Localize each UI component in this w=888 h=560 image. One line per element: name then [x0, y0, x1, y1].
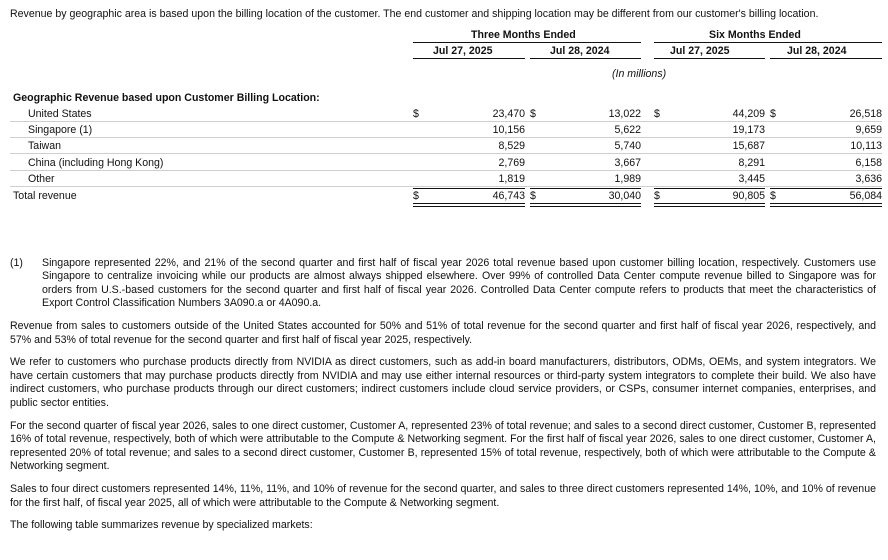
row-value: 19,173	[732, 123, 765, 136]
period-underline	[530, 58, 641, 59]
row-value: 1,989	[614, 173, 641, 186]
paragraph: Revenue from sales to customers outside of the United States accounted for 50% and 51% of total revenue for the second quarter and first half of fiscal year 2026, respectively, and 57% and 53% of total revenue for the second quarter and first half of fiscal year 2025, respectively.	[10, 319, 876, 346]
currency-symbol: $	[530, 107, 536, 120]
document-page	[10, 8, 882, 533]
paragraph: For the second quarter of fiscal year 2026, sales to one direct customer, Customer A, represented 23% of total revenue; and sales to a second direct customer, Customer B, represented 16% of total revenue, respectively, both of which were attributable to the Compute & Networking segment. For the first half of fiscal year 2026, sales to one direct customer, Customer A, represented 20% of total revenue; and sales to a second direct customer, Customer B, represented 15% of total revenue, respectively, both of which were attributable to the Compute & Networking segment.	[10, 419, 876, 473]
footnote-text: Singapore represented 22%, and 21% of the second quarter and first half of fiscal year 2026 total revenue based upon customer billing location, respectively. Customers use Singapore to centralize invoicing while our products are almost always shipped elsewhere. Over 99% of controlled Data Center compute revenue billed to Singapore was for orders from U.S.-based customers for the second quarter and first half of fiscal year 2026. Controlled Data Center compute refers to products that meet the characteristics of Export Control Classification Numbers 3A090.a or 4A090.a.	[42, 256, 876, 310]
row-value: 8,529	[498, 140, 525, 153]
currency-symbol: $	[654, 189, 660, 202]
total-label: Total revenue	[13, 189, 77, 202]
paragraph: Sales to four direct customers represented 14%, 11%, 11%, and 10% of revenue for the second quarter, and sales to three direct customers represented 14%, 10%, and 10% of revenue for the first half, of fiscal year 2025, all of which were attributable to the Compute & Networking segment.	[10, 482, 876, 509]
row-value: 1,819	[498, 173, 525, 186]
row-value: 10,156	[492, 123, 525, 136]
total-value: 56,084	[849, 189, 882, 202]
row-divider	[10, 153, 882, 154]
group-header-six-months: Six Months Ended	[709, 28, 801, 41]
row-value: 13,022	[608, 107, 641, 120]
intro-paragraph: Revenue by geographic area is based upon the billing location of the customer. The end customer and shipping location may be different from our customer's billing location.	[10, 8, 819, 20]
row-value: 23,470	[492, 107, 525, 120]
currency-symbol: $	[770, 189, 776, 202]
currency-symbol: $	[413, 107, 419, 120]
row-label: Singapore (1)	[28, 123, 93, 136]
paragraph: We refer to customers who purchase products directly from NVIDIA as direct customers, such as add-in board manufacturers, distributors, ODMs, OEMs, and system integrators. We have certain customers that may purchase products directly from NVIDIA and may use either internal resources or third-party system integrators to complete their build. We also have indirect customers, who purchase products through our direct customers; indirect customers include cloud service providers, or CSPs, consumer internet companies, enterprises, and public sector entities.	[10, 356, 876, 409]
currency-symbol: $	[413, 189, 419, 202]
row-label: China (including Hong Kong)	[28, 156, 164, 169]
row-divider	[10, 170, 882, 171]
row-value: 3,445	[738, 173, 765, 186]
row-divider	[10, 137, 882, 138]
currency-symbol: $	[770, 107, 776, 120]
row-value: 3,636	[855, 173, 882, 186]
row-value: 3,667	[614, 156, 641, 169]
paragraph: The following table summarizes revenue by specialized markets:	[10, 519, 313, 532]
section-title: Geographic Revenue based upon Customer Billing Location:	[13, 91, 320, 104]
period-header: Jul 28, 2024	[787, 44, 847, 57]
period-header: Jul 28, 2024	[550, 44, 610, 57]
row-value: 44,209	[732, 107, 765, 120]
total-overline	[413, 188, 525, 189]
period-header: Jul 27, 2025	[670, 44, 730, 57]
currency-symbol: $	[654, 107, 660, 120]
period-underline	[770, 58, 882, 59]
unit-note: (In millions)	[612, 67, 667, 80]
group-underline	[654, 42, 882, 43]
row-value: 15,687	[732, 140, 765, 153]
period-underline	[413, 58, 525, 59]
geographic-revenue-table	[10, 28, 882, 247]
row-value: 26,518	[849, 107, 882, 120]
row-value: 8,291	[738, 156, 765, 169]
footnote-marker: (1)	[10, 256, 23, 269]
row-label: Other	[28, 173, 55, 186]
row-value: 5,622	[614, 123, 641, 136]
total-overline	[654, 188, 765, 189]
total-value: 90,805	[732, 189, 765, 202]
total-double-underline	[654, 203, 765, 207]
row-divider	[10, 121, 882, 122]
row-value: 6,158	[855, 156, 882, 169]
row-value: 9,659	[855, 123, 882, 136]
total-double-underline	[413, 203, 525, 207]
row-value: 2,769	[498, 156, 525, 169]
currency-symbol: $	[530, 189, 536, 202]
row-label: United States	[28, 107, 92, 120]
total-overline	[530, 188, 641, 189]
total-overline	[770, 188, 882, 189]
row-value: 10,113	[850, 140, 882, 153]
total-value: 30,040	[608, 189, 641, 202]
group-header-three-months: Three Months Ended	[471, 28, 576, 41]
group-underline	[413, 42, 641, 43]
footnote	[10, 257, 876, 311]
total-value: 46,743	[492, 189, 525, 202]
total-double-underline	[770, 203, 882, 207]
row-value: 5,740	[614, 140, 641, 153]
total-double-underline	[530, 203, 641, 207]
period-underline	[654, 58, 765, 59]
row-label: Taiwan	[28, 140, 61, 153]
period-header: Jul 27, 2025	[433, 44, 493, 57]
